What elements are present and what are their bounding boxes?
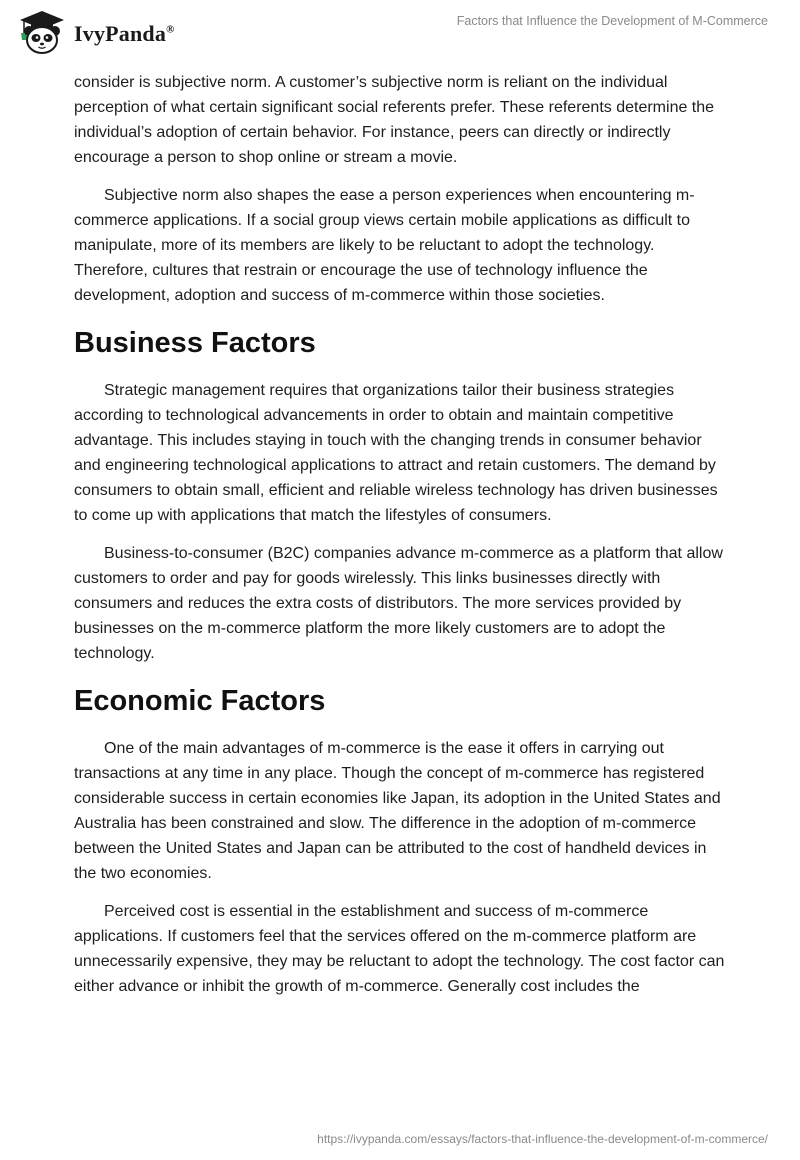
panda-mascot-icon: [16, 9, 68, 60]
paragraph: Strategic management requires that organizations tailor their business strategies according to technological advancements in order to obtain and maintain competitive advantage. This includes staying in touch with the changing trends in consumer behavior and engineering technological applications to attract and retain customers. The demand by consumers to obtain small, efficient and reliable wireless technology has driven businesses to come up with applications that match the lifestyles of consumers.: [74, 382, 718, 524]
page-header: [0, 0, 800, 72]
essay-content: [74, 70, 726, 1012]
section-heading-economic-factors: Economic Factors: [74, 685, 326, 717]
paragraph: Business-to-consumer (B2C) companies advance m-commerce as a platform that allow customers to order and pay for goods wirelessly. This links businesses directly with consumers and reduces the extra costs of distributors. The more services provided by businesses on the m-commerce platform the more likely customers are to adopt the technology.: [74, 545, 723, 662]
paragraph: Perceived cost is essential in the establishment and success of m-commerce applications. If customers feel that the services offered on the m-commerce platform are unnecessarily expensive, they may be reluctant to adopt the technology. The cost factor can either advance or inhibit the growth of m-commerce. Generally cost includes the: [74, 903, 725, 995]
document-title: Factors that Influence the Development of M-Commerce: [456, 14, 768, 28]
paragraph: consider is subjective norm. A customer’s subjective norm is reliant on the individual perception of what certain significant social referents prefer. These referents determine the individual’s adoption of certain behavior. For instance, peers can directly or indirectly encourage a person to shop online or stream a movie.: [74, 74, 715, 166]
section-heading-business-factors: Business Factors: [74, 327, 316, 359]
logo-text: IvyPanda®: [74, 21, 175, 46]
paragraph: One of the main advantages of m-commerce is the ease it offers in carrying out transactions at any time in any place. Though the concept of m-commerce has registered considerable success in certain economies like Japan, its adoption in the United States and Australia has been constrained and slow. The difference in the adoption of m-commerce between the United States and Japan can be attributed to the cost of handheld devices in the two economies.: [74, 740, 721, 882]
logo[interactable]: [16, 10, 175, 58]
source-url[interactable]: https://ivypanda.com/essays/factors-that-influence-the-development-of-m-commerce/: [317, 1132, 768, 1146]
paragraph: Subjective norm also shapes the ease a person experiences when encountering m-commerce applications. If a social group views certain mobile applications as difficult to manipulate, more of its members are likely to be reluctant to adopt the technology. Therefore, cultures that restrain or encourage the use of technology influence the development, adoption and success of m-commerce within those societies.: [74, 187, 695, 304]
